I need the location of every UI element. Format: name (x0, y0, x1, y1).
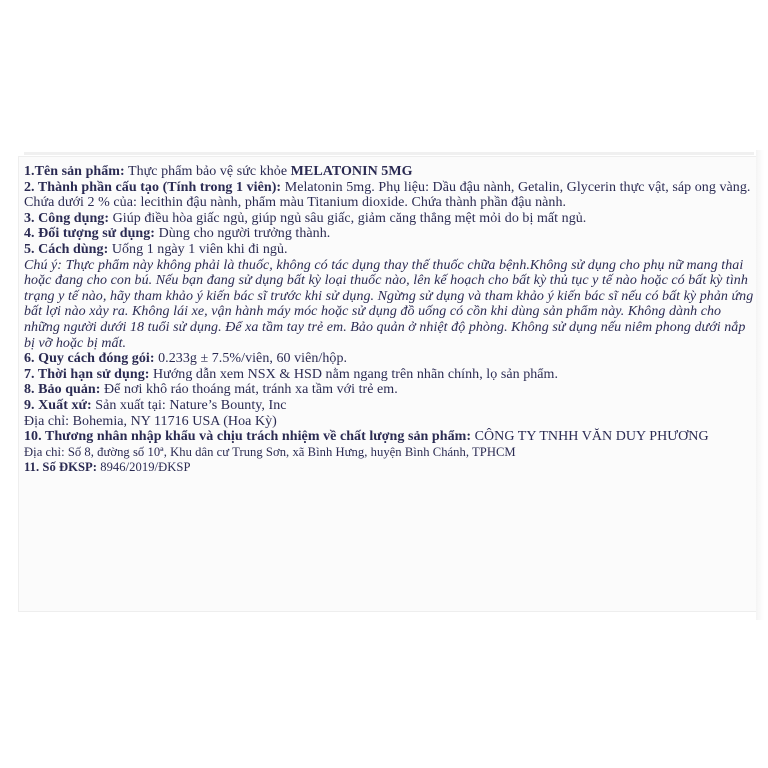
section-storage (24, 382, 754, 398)
origin-address: Địa chỉ: Bohemia, NY 11716 USA (Hoa Kỳ) (24, 413, 277, 429)
section-heading: 9. Xuất xứ: (24, 397, 92, 413)
section-text: 0.233g ± 7.5%/viên, 60 viên/hộp. (154, 351, 348, 367)
section-origin (24, 398, 754, 414)
section-heading: 3. Công dụng: (24, 210, 110, 226)
importer-address: Địa chỉ: Số 8, đường số 10ª, Khu dân cư Trung Sơn, xã Bình Hưng, huyện Bình Chánh, TPHCM (24, 444, 516, 459)
section-product-name (24, 164, 754, 180)
section-text: Để nơi khô ráo thoáng mát, tránh xa tầm với trẻ em. (100, 382, 398, 398)
section-heading: 4. Đối tượng sử dụng: (24, 226, 156, 242)
section-text: Melatonin 5mg. Phụ liệu: Dầu đậu nành, Getalin, Glycerin thực vật, sáp ong vàng. Chứa dưới 2 % của: lecithin đậu nành, phẩm màu Titanium dioxide. Chứa thành phần đậu nành. (24, 179, 751, 211)
section-shelf-life (24, 367, 754, 383)
section-text: CÔNG TY TNHH VĂN DUY PHƯƠNG (471, 429, 709, 445)
section-text: Uống 1 ngày 1 viên khi đi ngủ. (108, 241, 288, 257)
section-heading: 5. Cách dùng: (24, 241, 109, 257)
warning-note: Chú ý: Thực phẩm này không phải là thuốc, không có tác dụng thay thế thuốc chữa bệnh.Không sử dụng cho phụ nữ mang thai hoặc đang cho con bú. Nếu bạn đang sử dụng bất kỳ loại thuốc nào, lên kế hoạch cho bất kỳ thủ tục y tế nào hoặc có bất kỳ tình trạng y tế nào, hãy tham khảo ý kiến bác sĩ trước khi sử dụng. Ngừng sử dụng và tham khảo ý kiến bác sĩ nếu có bất kỳ phản ứng bất lợi nào xảy ra. Không lái xe, vận hành máy móc hoặc sử dụng đồ uống có cồn khi dùng sản phẩm này. Không dành cho những người dưới 18 tuổi sử dụng. Để xa tầm tay trẻ em. Bảo quản ở nhiệt độ phòng. Không sử dụng nếu niêm phong dưới nắp bị vỡ hoặc bị mất. (24, 257, 754, 351)
section-heading: 8. Bảo quản: (24, 382, 101, 398)
section-heading: 6. Quy cách đóng gói: (24, 351, 155, 367)
section-heading: 2. Thành phần cấu tạo (Tính trong 1 viên): (24, 179, 282, 195)
section-target-users (24, 226, 754, 242)
section-importer (24, 429, 754, 445)
section-heading: 1.Tên sản phẩm: (24, 164, 125, 179)
section-text: 8946/2019/ĐKSP (97, 460, 191, 475)
label-text (24, 164, 754, 476)
section-text: Thực phẩm bảo vệ sức khỏe (124, 164, 291, 179)
section-heading: 7. Thời hạn sử dụng: (24, 366, 150, 382)
section-text: Dùng cho người trưởng thành. (155, 226, 331, 242)
section-packaging (24, 351, 754, 367)
section-text: Hướng dẫn xem NSX & HSD nằm ngang trên nhãn chính, lọ sản phẩm. (149, 366, 559, 382)
section-text: Giúp điều hòa giấc ngủ, giúp ngủ sâu giấc, giảm căng thẳng mệt mỏi do bị mất ngủ. (109, 210, 587, 226)
section-uses (24, 211, 754, 227)
section-text: Sản xuất tại: Nature’s Bounty, Inc (91, 397, 287, 413)
section-directions (24, 242, 754, 258)
section-registration (24, 460, 754, 476)
product-name: MELATONIN 5MG (290, 164, 413, 179)
section-composition (24, 180, 754, 211)
paper-edge-right (756, 150, 764, 620)
paper-edge-top (24, 152, 754, 155)
section-heading: 10. Thương nhân nhập khẩu và chịu trách nhiệm về chất lượng sản phẩm: (24, 429, 472, 445)
section-heading: 11. Số ĐKSP: (24, 460, 98, 475)
